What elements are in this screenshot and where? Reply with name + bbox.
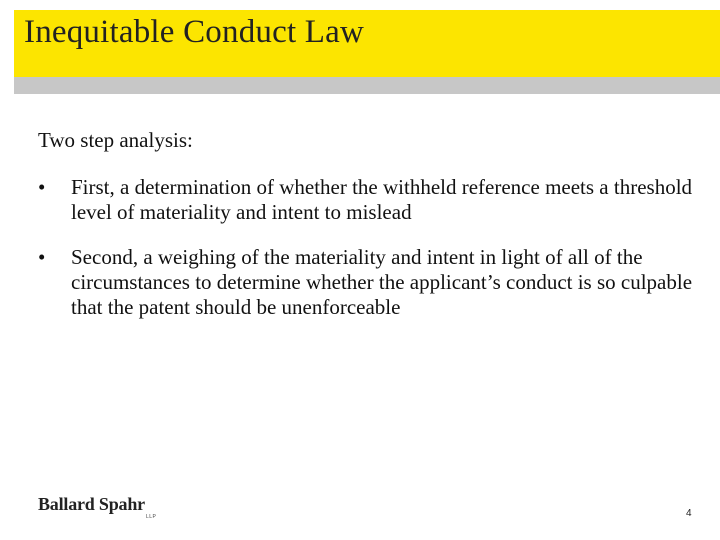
- bullet-text: First, a determination of whether the withheld reference meets a threshold level of materiality and intent to mislead: [71, 175, 693, 224]
- bullet-icon: •: [38, 245, 46, 269]
- bullet-list: [38, 175, 703, 320]
- company-logo: [38, 494, 162, 522]
- slide-content: [38, 128, 703, 340]
- slide-title: Inequitable Conduct Law: [24, 14, 364, 50]
- bullet-text: Second, a weighing of the materiality and intent in light of all of the circumstances to determine whether the applicant’s conduct is so culpable that the patent should be unenforceable: [71, 245, 693, 319]
- accent-bar: [14, 77, 720, 94]
- logo-text: Ballard Spahr: [38, 494, 145, 514]
- bullet-icon: •: [38, 175, 46, 199]
- bullet-item: [38, 245, 703, 320]
- page-number: 4: [686, 508, 692, 519]
- intro-text: Two step analysis:: [38, 128, 193, 152]
- bullet-item: [38, 175, 703, 225]
- logo-suffix: LLP: [146, 514, 157, 520]
